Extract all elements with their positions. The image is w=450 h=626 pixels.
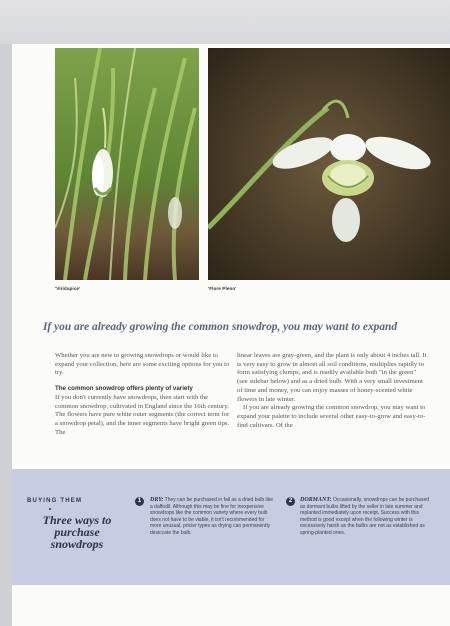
sidebar-title: Three ways to purchase snowdrops [42, 513, 112, 551]
body-column-left [55, 352, 232, 437]
caption-viridapice: 'Viridapice' [55, 286, 81, 291]
double-snowdrop-image [208, 48, 450, 280]
body-paragraph: If you are already growing the common snowdrop, you may want to expand your palette to include several other easy-to-grow and easy-to-find cultivars. Of the [237, 404, 426, 429]
intro-paragraph: Whether you are new to growing snowdrops or would like to expand your collection, here are some exciting options for you to try. [55, 352, 230, 377]
sidebar-item-dormant [300, 497, 430, 537]
body-paragraph: linear leaves are gray-green, and the plant is only about 4 inches tall. It is very easy to grow in almost all soil conditions, multiplies rapidly to form satisfying clumps, and is readily available both "in the green" (see sidebar below) and as a dried bulb. With a very small investment of time and money, you can enjoy masses of honey-scented white flowers in late winter. [237, 352, 427, 403]
number-badge-1: 1 [135, 497, 144, 506]
item-text: Occasionally, snowdrops can be purchased as dormant bulbs lifted by the seller in late summer and replanted immediately upon receipt. Success with this method is good except when the following winter is excessively harsh as the bulbs are not as established as spring-planted ones. [300, 497, 430, 536]
item-lead: DRY: [150, 497, 164, 503]
flore-pleno-photo [208, 48, 450, 280]
item-lead: DORMANT: [300, 497, 332, 503]
body-paragraph: If you don't currently have snowdrops, then start with the common snowdrop, cultivated in England since the 16th century. The flowers have pure white outer segments (the correct term for a snowdrop petal), and the inner segments have bright green tips. The [55, 393, 230, 436]
top-background [0, 0, 450, 44]
section-heading: The common snowdrop offers plenty of variety [55, 385, 193, 393]
body-column-right [237, 352, 427, 430]
item-text: They can be purchased in fall as a dried bulb like a daffodil. Although this may be fine for inexpensive snowdrops like the common variety where every bulb does not have to be viable, it isn't recommended for more unusual, pricier types as drying can permanently desiccate the bulb. [150, 497, 274, 536]
number-badge-2: 2 [286, 497, 295, 506]
kicker-dot [49, 508, 51, 510]
snowdrop-image [55, 48, 199, 280]
sidebar-item-dry [150, 497, 276, 537]
viridapice-photo [55, 48, 199, 280]
caption-flore-pleno: 'Flore Pleno' [208, 286, 237, 291]
pull-quote: If you are already growing the common snowdrop, you may want to expand [43, 321, 398, 333]
sidebar-kicker: BUYING THEM [27, 498, 83, 504]
